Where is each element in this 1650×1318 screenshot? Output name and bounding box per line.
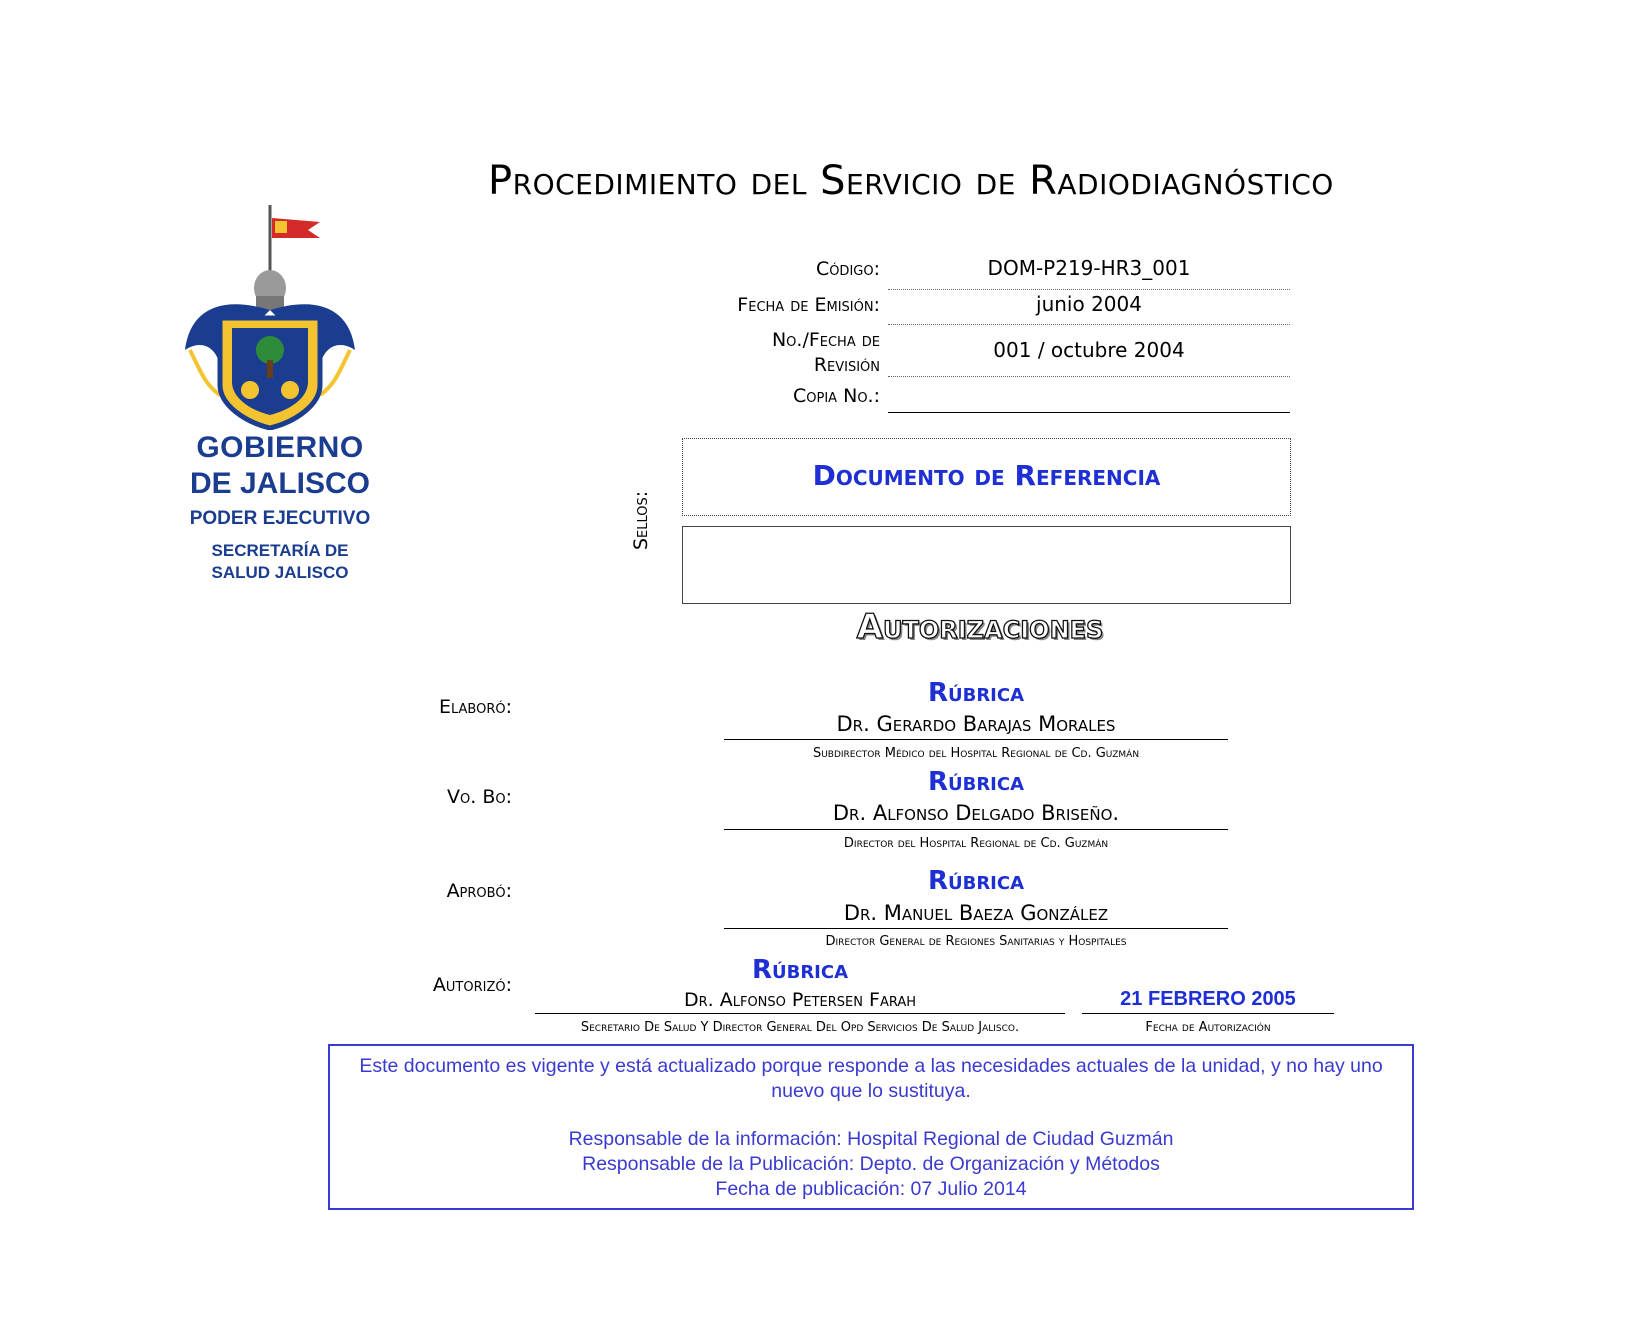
sellos-label: Sellos: — [630, 490, 652, 550]
elaboro-label: Elaboró: — [438, 696, 512, 718]
aprobo-label: Aprobó: — [446, 880, 512, 902]
vigencia-notice — [328, 1044, 1414, 1210]
logo-line-jalisco: DE JALISCO — [189, 467, 371, 500]
gobierno-jalisco-logo — [180, 200, 380, 620]
vobo-name: Dr. Alfonso Delgado Briseño. — [724, 801, 1228, 830]
logo-line-poder: PODER EJECUTIVO — [189, 508, 371, 529]
coat-of-arms-icon — [180, 200, 380, 430]
elaboro-name: Dr. Gerardo Barajas Morales — [724, 712, 1228, 740]
autorizo-label: Autorizó: — [432, 974, 512, 996]
emision-label: Fecha de Emisión: — [737, 294, 880, 316]
autorizo-rubrica: Rúbrica — [751, 955, 849, 985]
elaboro-role: Subdirector Médico del Hospital Regional de Cd. Guzmán — [812, 746, 1140, 761]
aprobo-rubrica: Rúbrica — [927, 866, 1025, 896]
sello-stamp-box — [682, 526, 1291, 604]
fecha-autorizacion-value: 21 FEBRERO 2005 — [1082, 988, 1334, 1014]
notice-responsable-publicacion: Responsable de la Publicación: Depto. de Organización y Métodos — [582, 1153, 1160, 1175]
fecha-autorizacion-label: Fecha de Autorización — [1145, 1020, 1271, 1035]
emision-value: junio 2004 — [888, 292, 1290, 325]
notice-responsable-info: Responsable de la información: Hospital Regional de Ciudad Guzmán — [568, 1128, 1174, 1150]
aprobo-name: Dr. Manuel Baeza González — [724, 901, 1228, 929]
logo-line-secretaria: SECRETARÍA DE SALUD JALISCO — [211, 541, 349, 582]
autorizo-name: Dr. Alfonso Petersen Farah — [535, 989, 1065, 1014]
vobo-label: Vo. Bo: — [447, 786, 512, 808]
copia-label: Copia No.: — [793, 385, 880, 407]
vobo-role: Director del Hospital Regional de Cd. Guzmán — [843, 836, 1109, 851]
revision-value: 001 / octubre 2004 — [888, 338, 1290, 377]
sello-reference-box — [682, 438, 1291, 516]
aprobo-role: Director General de Regiones Sanitarias y Hospitales — [825, 934, 1127, 949]
codigo-value: DOM-P219-HR3_001 — [888, 256, 1290, 290]
documento-referencia: Documento de Referencia — [812, 459, 1161, 492]
notice-fecha-publicacion: Fecha de publicación: 07 Julio 2014 — [715, 1178, 1027, 1200]
elaboro-rubrica: Rúbrica — [927, 678, 1025, 708]
document-title: Procedimiento del Servicio de Radiodiagnóstico — [488, 158, 1334, 204]
copia-value[interactable] — [888, 380, 1290, 413]
codigo-label: Código: — [815, 258, 880, 280]
notice-vigencia-text: Este documento es vigente y está actualizado porque responde a las necesidades actuales de la unidad, y no hay uno nuevo que lo sustituya. — [359, 1055, 1383, 1102]
autorizo-role: Secretario De Salud Y Director General Del Opd Servicios De Salud Jalisco. — [580, 1020, 1020, 1035]
autorizaciones-heading: Autorizaciones — [856, 607, 1104, 647]
logo-line-gobierno: GOBIERNO — [196, 431, 364, 464]
revision-label: No./Fecha de Revisión — [771, 329, 880, 376]
vobo-rubrica: Rúbrica — [927, 767, 1025, 797]
